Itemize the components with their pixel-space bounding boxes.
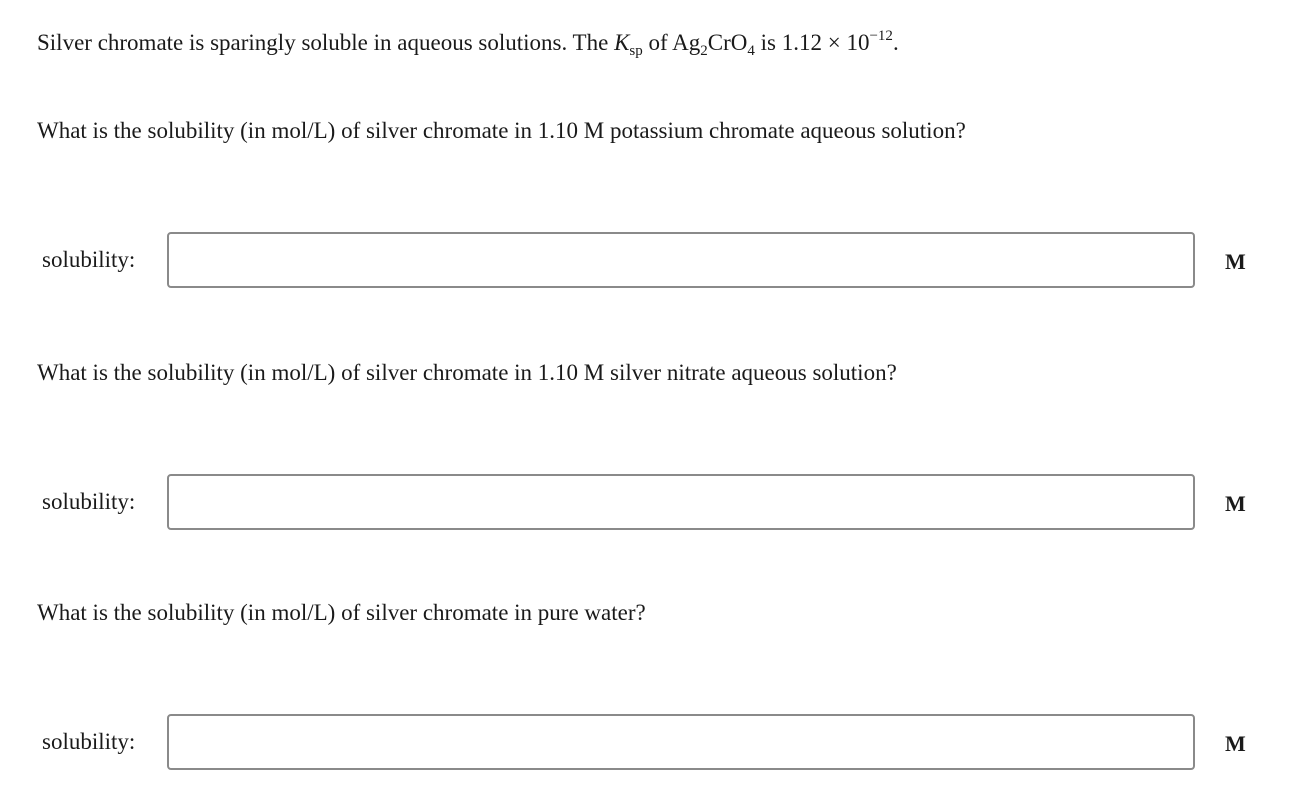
solubility-label-2: solubility: bbox=[42, 489, 136, 514]
answer-row-1 bbox=[0, 232, 1294, 288]
formula-cro: CrO bbox=[707, 30, 748, 55]
solubility-input-2[interactable] bbox=[167, 474, 1195, 530]
answer-row-2 bbox=[0, 474, 1294, 530]
solubility-input-1[interactable] bbox=[167, 232, 1195, 288]
times-symbol: × bbox=[821, 30, 847, 55]
problem-statement bbox=[37, 27, 899, 59]
of-text: of bbox=[642, 30, 673, 55]
question-2-text: What is the solubility (in mol/L) of silver chromate in 1.10 M silver nitrate aqueous solution? bbox=[37, 360, 897, 385]
formula-o-subscript: 4 bbox=[747, 43, 755, 59]
end-period: . bbox=[892, 30, 899, 55]
ksp-subscript: sp bbox=[629, 43, 643, 59]
solubility-label-3: solubility: bbox=[42, 729, 136, 754]
answer-row-3 bbox=[0, 714, 1294, 770]
intro-prefix: Silver chromate is sparingly soluble in aqueous solutions. The bbox=[37, 30, 615, 55]
question-3-text: What is the solubility (in mol/L) of silver chromate in pure water? bbox=[37, 600, 646, 625]
unit-label-1: M bbox=[1225, 249, 1246, 274]
formula-ag: Ag bbox=[672, 30, 701, 55]
question-1-text: What is the solubility (in mol/L) of silver chromate in 1.10 M potassium chromate aqueous solution? bbox=[37, 118, 966, 143]
solubility-label-1: solubility: bbox=[42, 247, 136, 272]
ksp-mantissa: 1.12 bbox=[781, 30, 822, 55]
formula-ag-subscript: 2 bbox=[700, 43, 708, 59]
unit-label-2: M bbox=[1225, 491, 1246, 516]
unit-label-3: M bbox=[1225, 731, 1246, 756]
ksp-symbol: K bbox=[614, 30, 630, 55]
is-text: is bbox=[754, 30, 782, 55]
solubility-input-3[interactable] bbox=[167, 714, 1195, 770]
ksp-exponent: −12 bbox=[869, 28, 893, 44]
ksp-base: 10 bbox=[846, 30, 870, 55]
